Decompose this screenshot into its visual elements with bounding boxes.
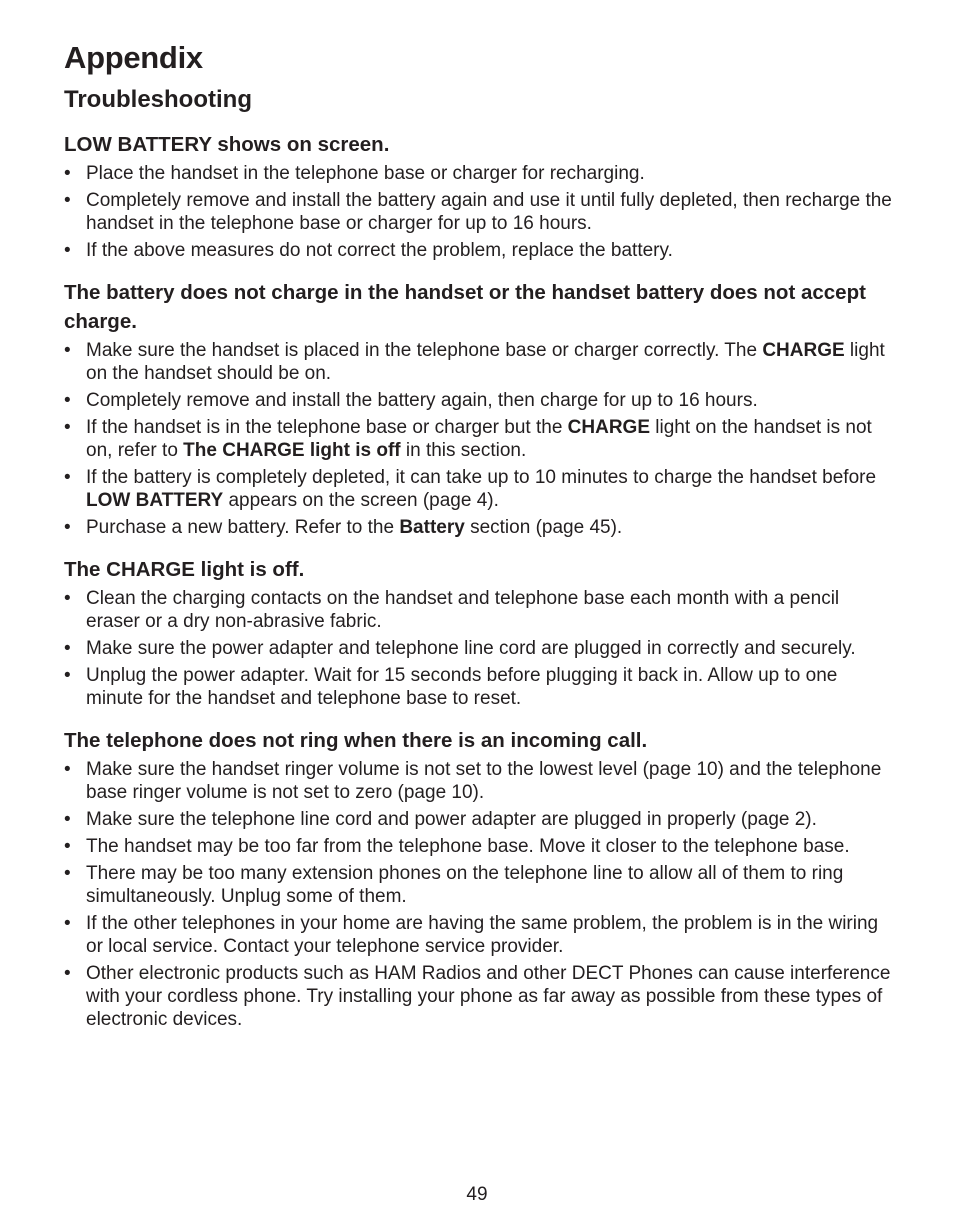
topic-no-ring (64, 726, 894, 1031)
list-item: • Completely remove and install the battery again, then charge for up to 16 hours. (64, 389, 894, 412)
list-item: • Place the handset in the telephone base or charger for recharging. (64, 162, 894, 185)
bullet-list (64, 339, 894, 539)
list-item: • If the battery is completely depleted, it can take up to 10 minutes to charge the handset before LOW BATTERY appears on the screen (page 4). (64, 466, 894, 512)
list-item: • Clean the charging contacts on the handset and telephone base each month with a pencil eraser or a dry non-abrasive fabric. (64, 587, 894, 633)
bullet-list (64, 162, 894, 262)
topic-charge-light-off (64, 555, 894, 710)
list-item: • Make sure the telephone line cord and power adapter are plugged in properly (page 2). (64, 808, 894, 831)
page-title: Appendix (64, 40, 203, 75)
section-title: Troubleshooting (64, 86, 252, 113)
page-number: 49 (466, 1184, 488, 1205)
list-item: • Make sure the handset ringer volume is not set to the lowest level (page 10) and the telephone base ringer volume is not set to zero (page 10). (64, 758, 894, 804)
emphasis-text: CHARGE (567, 417, 651, 438)
bullet-list (64, 758, 894, 1031)
list-item: • If the other telephones in your home are having the same problem, the problem is in the wiring or local service. Contact your telephone service provider. (64, 912, 894, 958)
emphasis-text: The CHARGE light is off (183, 440, 401, 461)
list-item: • Make sure the handset is placed in the telephone base or charger correctly. The CHARGE light on the handset should be on. (64, 339, 894, 385)
list-item: • If the above measures do not correct the problem, replace the battery. (64, 239, 894, 262)
emphasis-text: Battery (399, 517, 465, 538)
bullet-list (64, 587, 894, 710)
list-item: • If the handset is in the telephone base or charger but the CHARGE light on the handset is not on, refer to The CHARGE light is off in this section. (64, 416, 894, 462)
list-item: • Completely remove and install the battery again and use it until fully depleted, then recharge the handset in the telephone base or charger for up to 16 hours. (64, 189, 894, 235)
page-content (64, 38, 894, 1035)
emphasis-text: CHARGE (762, 340, 845, 361)
topic-heading: The CHARGE light is off. (64, 558, 305, 581)
topic-heading: The telephone does not ring when there is an incoming call. (64, 729, 648, 752)
list-item: • Purchase a new battery. Refer to the Battery section (page 45). (64, 516, 894, 539)
list-item: • Other electronic products such as HAM Radios and other DECT Phones can cause interference with your cordless phone. Try installing your phone as far away as possible from these types of electronic devices. (64, 962, 894, 1031)
list-item: • Unplug the power adapter. Wait for 15 seconds before plugging it back in. Allow up to one minute for the handset and telephone base to reset. (64, 664, 894, 710)
list-item: • The handset may be too far from the telephone base. Move it closer to the telephone base. (64, 835, 894, 858)
topic-heading: LOW BATTERY shows on screen. (64, 133, 390, 156)
emphasis-text: LOW BATTERY (86, 490, 224, 511)
topic-battery-not-charging (64, 278, 894, 539)
list-item: • Make sure the power adapter and telephone line cord are plugged in correctly and securely. (64, 637, 894, 660)
topic-heading: The battery does not charge in the handset or the handset battery does not accept charge. (64, 281, 866, 333)
topic-low-battery (64, 130, 894, 262)
list-item: • There may be too many extension phones on the telephone line to allow all of them to ring simultaneously. Unplug some of them. (64, 862, 894, 908)
